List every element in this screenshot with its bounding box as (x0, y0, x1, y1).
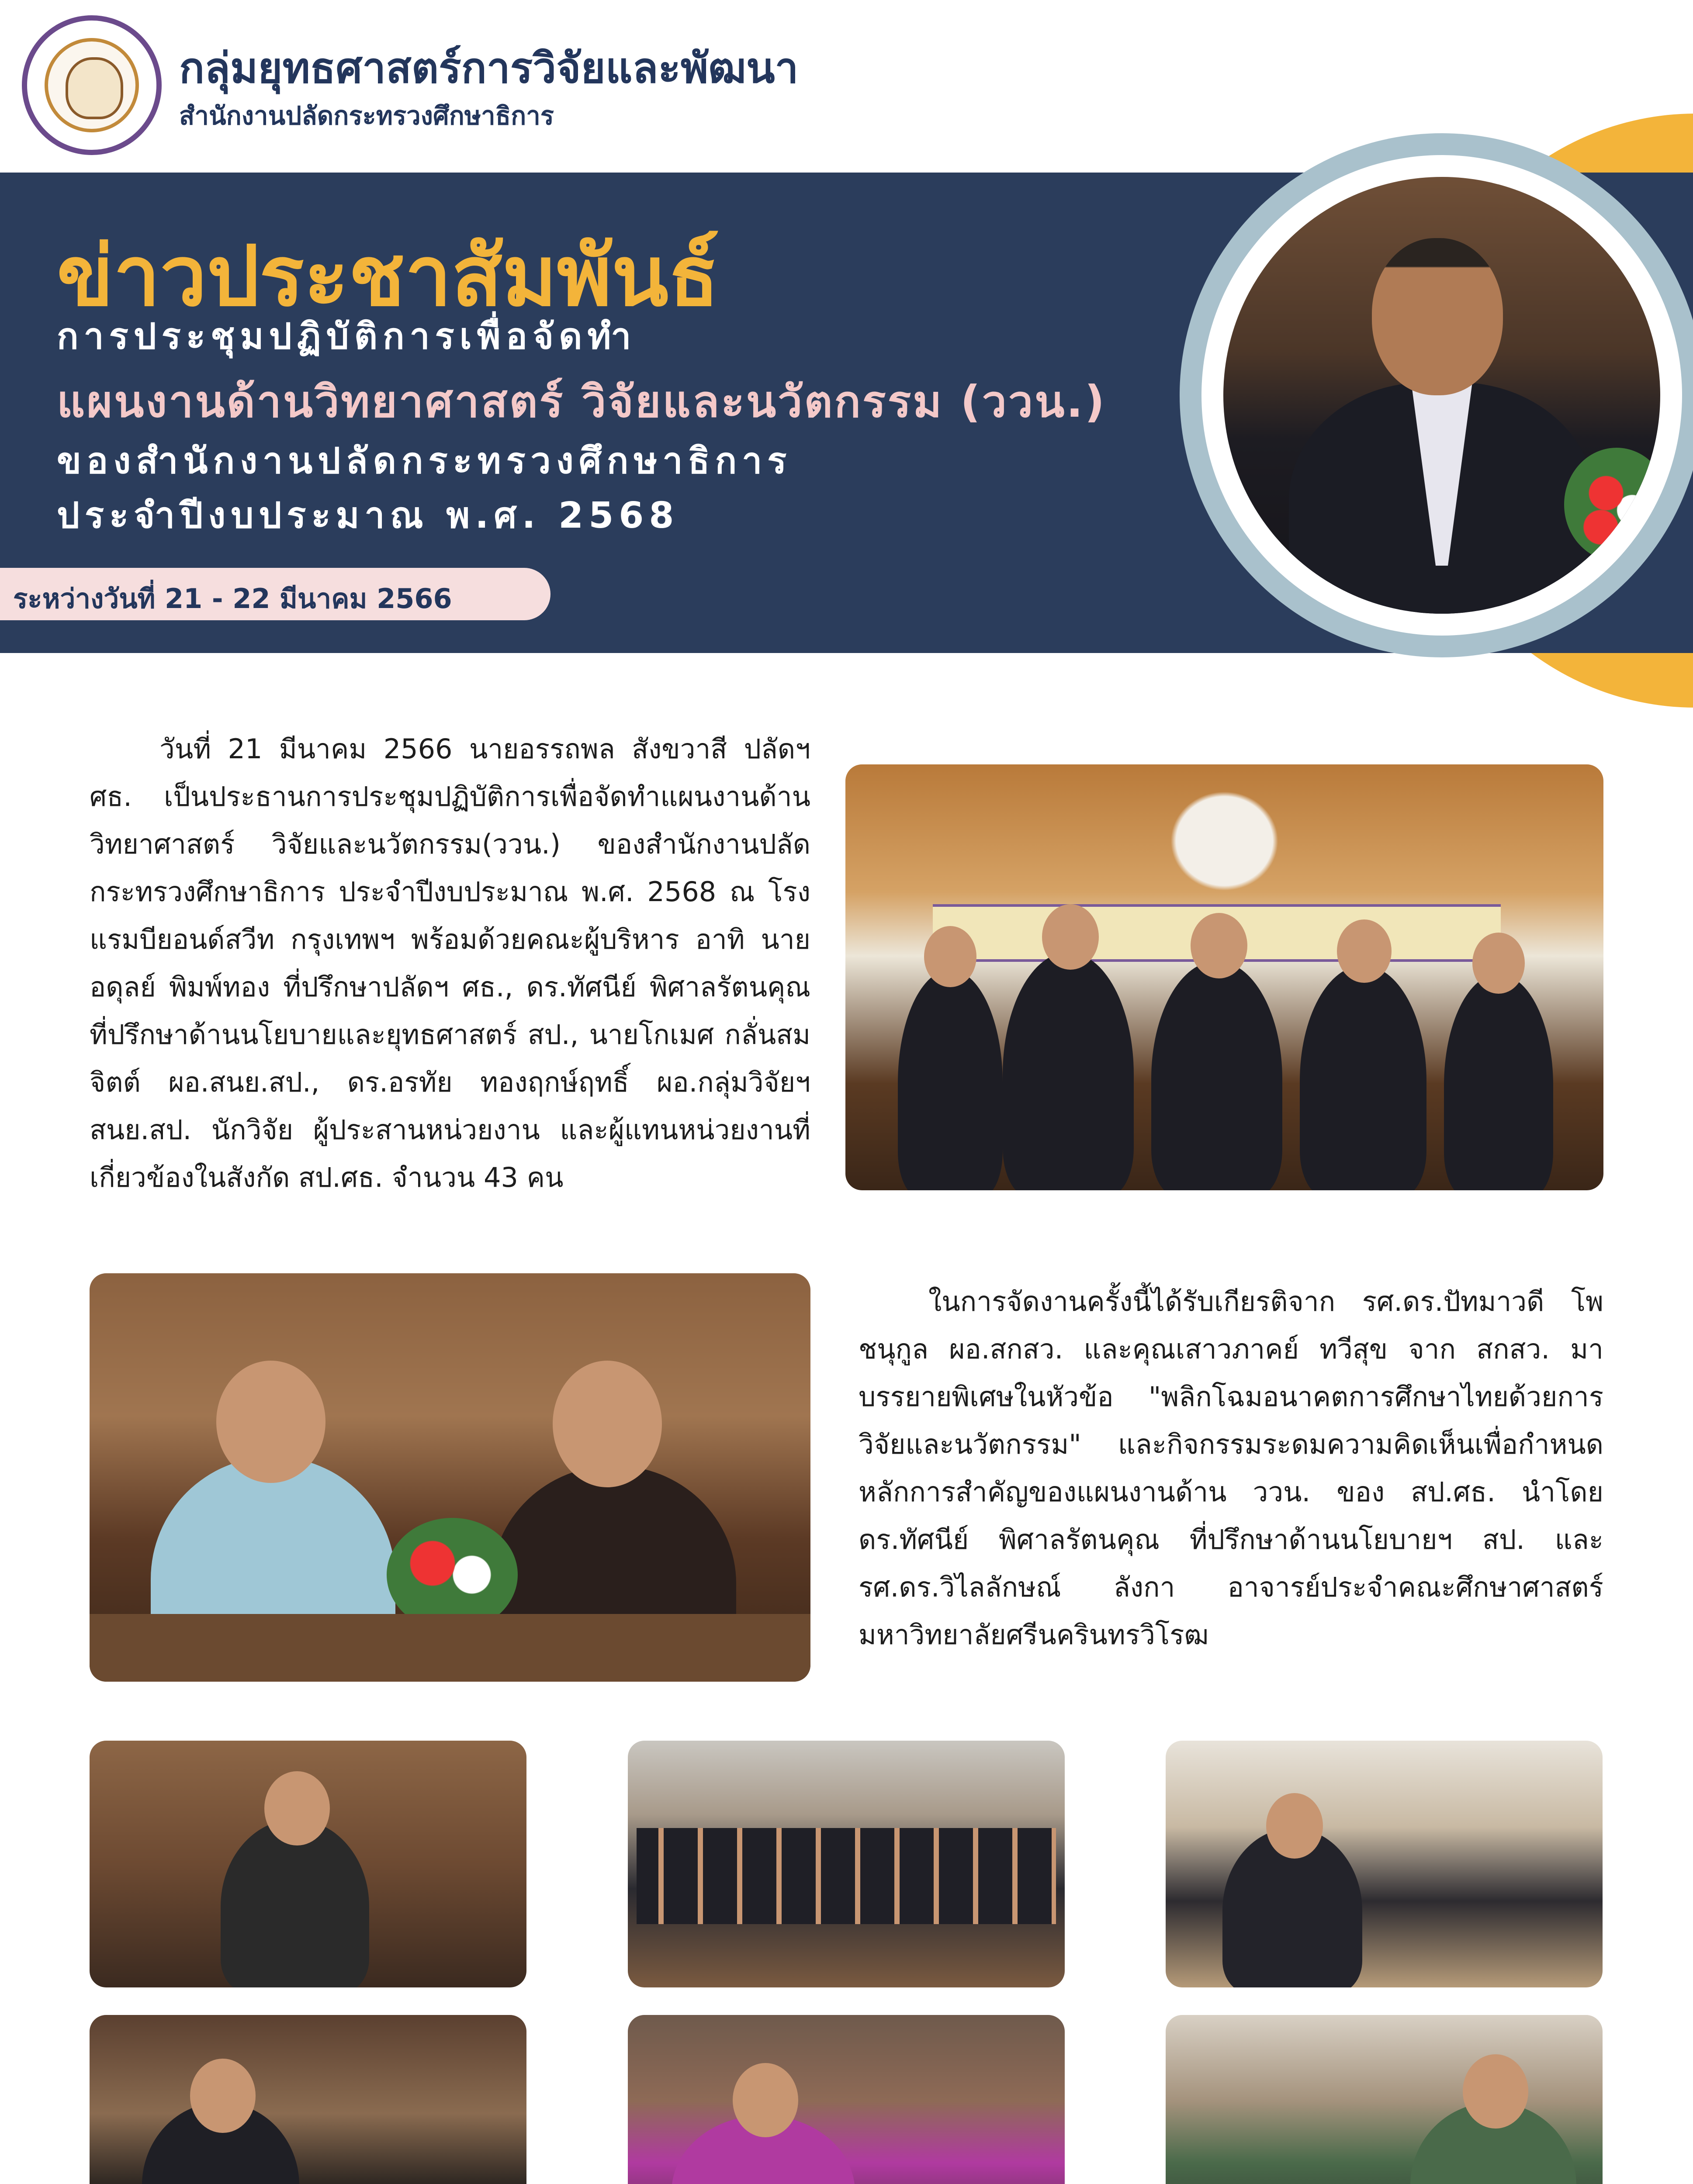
person-head (264, 1771, 330, 1845)
person-head (1266, 1793, 1323, 1859)
organization-name: กลุ่มยุทธศาสตร์การวิจัยและพัฒนา (179, 44, 799, 93)
person-head (733, 2063, 798, 2137)
gallery-photo-meeting-table (1166, 1741, 1603, 1987)
gallery-photo-group (628, 1741, 1065, 1987)
person-head (216, 1361, 325, 1483)
speakers-photo (90, 1273, 810, 1682)
group-photo (845, 764, 1603, 1190)
crowd-row (637, 1828, 1056, 1924)
event-date: ระหว่างวันที่ 21 - 22 มีนาคม 2566 (13, 583, 452, 615)
person-head (1472, 933, 1525, 994)
chairman-portrait-photo (1223, 177, 1660, 614)
event-title-line-4: ประจำปีงบประมาณ พ.ศ. 2568 (57, 495, 679, 536)
paragraph-1-text: วันที่ 21 มีนาคม 2566 นายอรรถพล สังขวาสี ปลัดฯ ศธ. เป็นประธานการประชุมปฏิบัติการเพื่อจัดทำแผนงานด้านวิทยาศาสตร์ วิจัยและนวัตกรรม(ววน.) ของสำนักงานปลัดกระทรวงศึกษาธิการ ประจำปีงบประมาณ พ.ศ. 2568 ณ โรงแรมบียอนด์สวีท กรุงเทพฯ พร้อมด้วยคณะผู้บริหาร อาทิ นายอดุลย์ พิมพ์ทอง ที่ปรึกษาปลัดฯ ศธ., ดร.ทัศนีย์ พิศาลรัตนคุณ ที่ปรึกษาด้านนโยบายและยุทธศาสตร์ สป., นายโกเมศ กลั่นสมจิตต์ ผอ.สนย.สป., ดร.อรทัย ทองฤกษ์ฤทธิ์ ผอ.กลุ่มวิจัยฯ สนย.สป. นักวิจัย ผู้ประสานหน่วยงาน และผู้แทนหน่วยงานที่เกี่ยวข้องในสังกัด สป.ศธ. จำนวน 43 คน (90, 733, 810, 1193)
gallery-photo-presenter (628, 2015, 1065, 2184)
organization-logo (22, 15, 162, 155)
paragraph-2-text: ในการจัดงานครั้งนี้ได้รับเกียรติจาก รศ.ดร.ปัทมาวดี โพชนุกูล ผอ.สกสว. และคุณเสาวภาคย์ ทวีสุข จาก สกสว. มาบรรยายพิเศษในหัวข้อ "พลิกโฉมอนาคตการศึกษาไทยด้วยการวิจัยและนวัตกรรม" และกิจกรรมระดมความคิดเห็นเพื่อกำหนดหลักการสำคัญของแผนงานด้าน ววน. ของ สป.ศธ. นำโดย ดร.ทัศนีย์ พิศาลรัตนคุณ ที่ปรึกษาด้านนโยบายฯ สป. และ รศ.ดร.วิไลลักษณ์ ลังกา อาจารย์ประจำคณะศึกษาศาสตร์ มหาวิทยาลัยศรีนครินทรวิโรฒ (859, 1286, 1603, 1651)
gallery-photo-participant (90, 2015, 526, 2184)
organization-subtitle: สำนักงานปลัดกระทรวงศึกษาธิการ (179, 101, 554, 131)
news-headline: ข่าวประชาสัมพันธ์ (57, 228, 719, 325)
person-head (1191, 913, 1247, 978)
logo-emblem-ring (45, 38, 139, 132)
seal-icon (66, 57, 123, 119)
person-head (1042, 904, 1099, 970)
person-head (924, 926, 976, 987)
gallery-photo-discussion (1166, 2015, 1603, 2184)
portrait-head (1372, 238, 1503, 395)
person-figure (1003, 952, 1134, 1190)
event-title-line-3: ของสำนักงานปลัดกระทรวงศึกษาธิการ (57, 440, 792, 482)
person-figure (1151, 961, 1282, 1190)
gallery-photo-speaker (90, 1741, 526, 1987)
conference-table (90, 1614, 810, 1682)
event-title-line-2: แผนงานด้านวิทยาศาสตร์ วิจัยและนวัตกรรม (ววน.) (57, 376, 1107, 427)
person-head (1463, 2054, 1528, 2129)
article-paragraph-1 (90, 725, 810, 1201)
article-paragraph-2 (859, 1278, 1603, 1659)
person-head (190, 2059, 256, 2133)
person-head (1337, 919, 1392, 983)
person-figure (1300, 965, 1426, 1190)
person-figure (898, 970, 1003, 1190)
person-figure (1444, 974, 1553, 1190)
person-head (553, 1361, 662, 1487)
event-title-line-1: การประชุมปฏิบัติการเพื่อจัดทำ (57, 316, 637, 357)
